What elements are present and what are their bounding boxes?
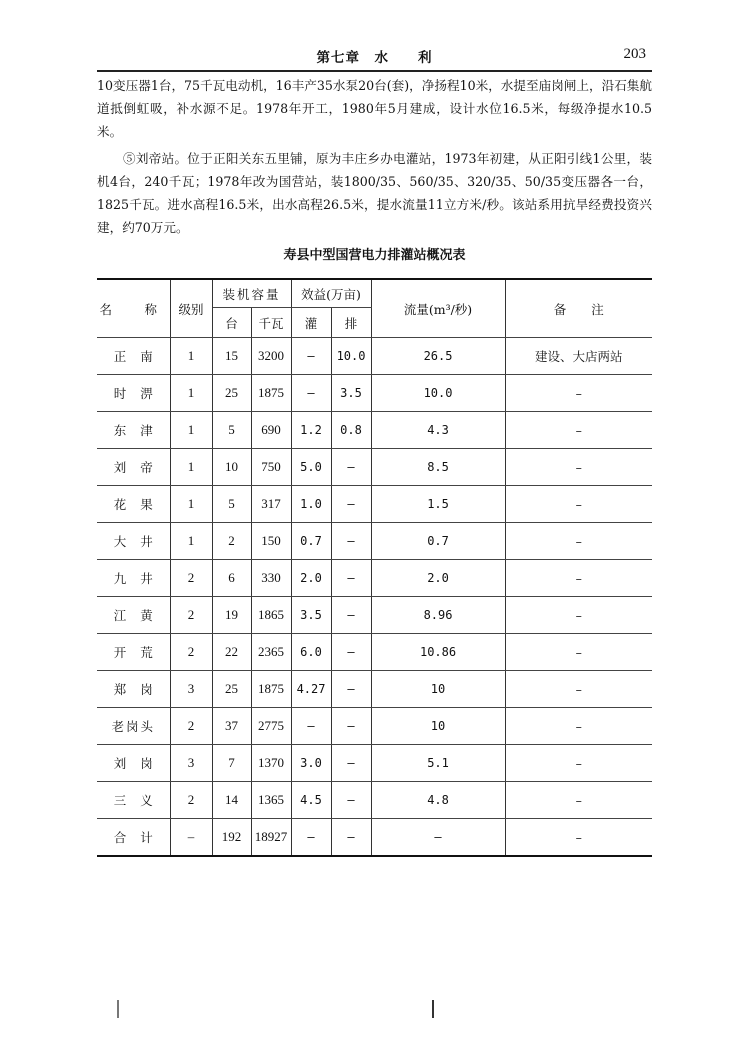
cell-flow: 26.5 [371, 338, 505, 375]
cell-irrigate: 6.0 [291, 634, 331, 671]
cell-remark: – [505, 745, 652, 782]
cell-kw: 2365 [251, 634, 291, 671]
cell-units: 6 [212, 560, 251, 597]
cell-kw: 2775 [251, 708, 291, 745]
cell-irrigate: 3.0 [291, 745, 331, 782]
cell-drain: 10.0 [331, 338, 371, 375]
header-level: 级别 [170, 279, 212, 338]
cell-irrigate: 0.7 [291, 523, 331, 560]
table-row [97, 782, 652, 819]
cell-units: 10 [212, 449, 251, 486]
cell-irrigate: – [291, 819, 331, 857]
cell-drain: – [331, 671, 371, 708]
table-title: 寿县中型国营电力排灌站概况表 [283, 248, 466, 263]
cell-flow: 10.0 [371, 375, 505, 412]
cell-name: 合计 [97, 819, 170, 857]
cell-units: 5 [212, 486, 251, 523]
paragraph-2: ⑤刘帝站。位于正阳关东五里铺，原为丰庄乡办电灌站，1973年初建，从正阳引线1公里，装机4台，240千瓦；1978年改为国营站，装1800/35、560/35、320/35、50/35变压器各一台，1825千瓦。进水高程16.5米，出水高程26.5米，提水流量11立方米/秒。该站系用抗旱经费投资兴建，约70万元。 [97, 151, 652, 235]
cell-kw: 3200 [251, 338, 291, 375]
cell-drain: – [331, 486, 371, 523]
cell-drain: – [331, 449, 371, 486]
cell-kw: 317 [251, 486, 291, 523]
cell-remark: – [505, 708, 652, 745]
table-body [97, 338, 652, 857]
table-row [97, 560, 652, 597]
cell-level: 2 [170, 782, 212, 819]
cell-level: 2 [170, 597, 212, 634]
page-header [97, 40, 652, 72]
table-row [97, 523, 652, 560]
cell-irrigate: 5.0 [291, 449, 331, 486]
cell-remark: – [505, 634, 652, 671]
cell-flow: 0.7 [371, 523, 505, 560]
cell-remark: – [505, 412, 652, 449]
cell-flow: 10 [371, 671, 505, 708]
cell-name: 江黄 [97, 597, 170, 634]
cell-units: 37 [212, 708, 251, 745]
cell-flow: 8.5 [371, 449, 505, 486]
cell-level: 1 [170, 486, 212, 523]
cell-level: 1 [170, 338, 212, 375]
cell-drain: – [331, 782, 371, 819]
header-flow: 流量(m³/秒) [371, 279, 505, 338]
header-capacity: 装机容量 [212, 279, 291, 308]
cell-irrigate: 3.5 [291, 597, 331, 634]
cell-flow: 4.3 [371, 412, 505, 449]
cell-name: 时淠 [97, 375, 170, 412]
cell-remark: – [505, 560, 652, 597]
cell-name: 郑岗 [97, 671, 170, 708]
cell-name: 大井 [97, 523, 170, 560]
cell-kw: 750 [251, 449, 291, 486]
cell-kw: 1875 [251, 671, 291, 708]
cell-irrigate: – [291, 375, 331, 412]
table-row [97, 338, 652, 375]
header-name: 名 称 [97, 279, 170, 338]
cell-remark: – [505, 523, 652, 560]
cell-level: 3 [170, 671, 212, 708]
cell-drain: – [331, 819, 371, 857]
cell-units: 2 [212, 523, 251, 560]
cell-level: 2 [170, 634, 212, 671]
cell-units: 25 [212, 671, 251, 708]
cell-drain: – [331, 523, 371, 560]
table-row [97, 708, 652, 745]
header-irrigate: 灌 [291, 308, 331, 338]
paragraph-1: 10变压器1台，75千瓦电动机，16丰产35水泵20台(套)，净扬程10米，水提至庙岗闸上，沿石集航道抵倒虹吸，补水源不足。1978年开工，1980年5月建成，设计水位16.5米，每级净提水10.5米。 [97, 78, 652, 139]
cell-level: – [170, 819, 212, 857]
table-row [97, 486, 652, 523]
cell-remark: – [505, 782, 652, 819]
cell-irrigate: 1.0 [291, 486, 331, 523]
cell-units: 15 [212, 338, 251, 375]
header-units: 台 [212, 308, 251, 338]
cell-flow: 2.0 [371, 560, 505, 597]
table-row [97, 597, 652, 634]
header-remark: 备 注 [505, 279, 652, 338]
cell-irrigate: 2.0 [291, 560, 331, 597]
cell-drain: – [331, 708, 371, 745]
cell-irrigate: – [291, 338, 331, 375]
cell-units: 7 [212, 745, 251, 782]
cell-remark: – [505, 449, 652, 486]
cell-remark: – [505, 597, 652, 634]
table-row [97, 412, 652, 449]
cell-flow: 10 [371, 708, 505, 745]
cell-level: 1 [170, 523, 212, 560]
cell-kw: 690 [251, 412, 291, 449]
cell-units: 19 [212, 597, 251, 634]
cell-kw: 1370 [251, 745, 291, 782]
cell-drain: – [331, 560, 371, 597]
cell-drain: – [331, 597, 371, 634]
chapter-title: 第七章 水 利 [316, 50, 433, 66]
cell-name: 刘帝 [97, 449, 170, 486]
cell-flow: 4.8 [371, 782, 505, 819]
cell-name: 刘岗 [97, 745, 170, 782]
cell-units: 22 [212, 634, 251, 671]
cell-flow: 1.5 [371, 486, 505, 523]
cell-kw: 1365 [251, 782, 291, 819]
cell-kw: 18927 [251, 819, 291, 857]
cell-drain: 3.5 [331, 375, 371, 412]
cell-name: 花果 [97, 486, 170, 523]
cell-remark: – [505, 486, 652, 523]
table-row [97, 449, 652, 486]
cell-units: 25 [212, 375, 251, 412]
cell-kw: 1875 [251, 375, 291, 412]
cell-irrigate: 1.2 [291, 412, 331, 449]
table-row [97, 745, 652, 782]
cell-kw: 150 [251, 523, 291, 560]
cell-units: 5 [212, 412, 251, 449]
cell-name: 老岗头 [97, 708, 170, 745]
cell-flow: 8.96 [371, 597, 505, 634]
cell-remark: 建设、大店两站 [505, 338, 652, 375]
table-row [97, 634, 652, 671]
cell-drain: – [331, 745, 371, 782]
cell-level: 2 [170, 560, 212, 597]
scan-mark-right [432, 1000, 434, 1018]
cell-level: 3 [170, 745, 212, 782]
cell-name: 三义 [97, 782, 170, 819]
cell-flow: 10.86 [371, 634, 505, 671]
header-benefit: 效益(万亩) [291, 279, 371, 308]
cell-remark: – [505, 671, 652, 708]
cell-remark: – [505, 375, 652, 412]
cell-irrigate: 4.5 [291, 782, 331, 819]
cell-kw: 1865 [251, 597, 291, 634]
cell-level: 1 [170, 412, 212, 449]
cell-remark: – [505, 819, 652, 857]
cell-irrigate: 4.27 [291, 671, 331, 708]
table-row [97, 819, 652, 857]
scan-mark-left [117, 1000, 119, 1018]
cell-name: 正南 [97, 338, 170, 375]
header-kw: 千瓦 [251, 308, 291, 338]
cell-flow: – [371, 819, 505, 857]
cell-kw: 330 [251, 560, 291, 597]
cell-units: 192 [212, 819, 251, 857]
table-row [97, 671, 652, 708]
table-row [97, 375, 652, 412]
header-drain: 排 [331, 308, 371, 338]
pumping-station-table [97, 278, 652, 857]
cell-level: 2 [170, 708, 212, 745]
cell-name: 东津 [97, 412, 170, 449]
cell-drain: 0.8 [331, 412, 371, 449]
cell-name: 九井 [97, 560, 170, 597]
cell-level: 1 [170, 449, 212, 486]
cell-irrigate: – [291, 708, 331, 745]
cell-name: 开荒 [97, 634, 170, 671]
page-number: 203 [623, 46, 646, 62]
cell-drain: – [331, 634, 371, 671]
cell-flow: 5.1 [371, 745, 505, 782]
cell-units: 14 [212, 782, 251, 819]
cell-level: 1 [170, 375, 212, 412]
